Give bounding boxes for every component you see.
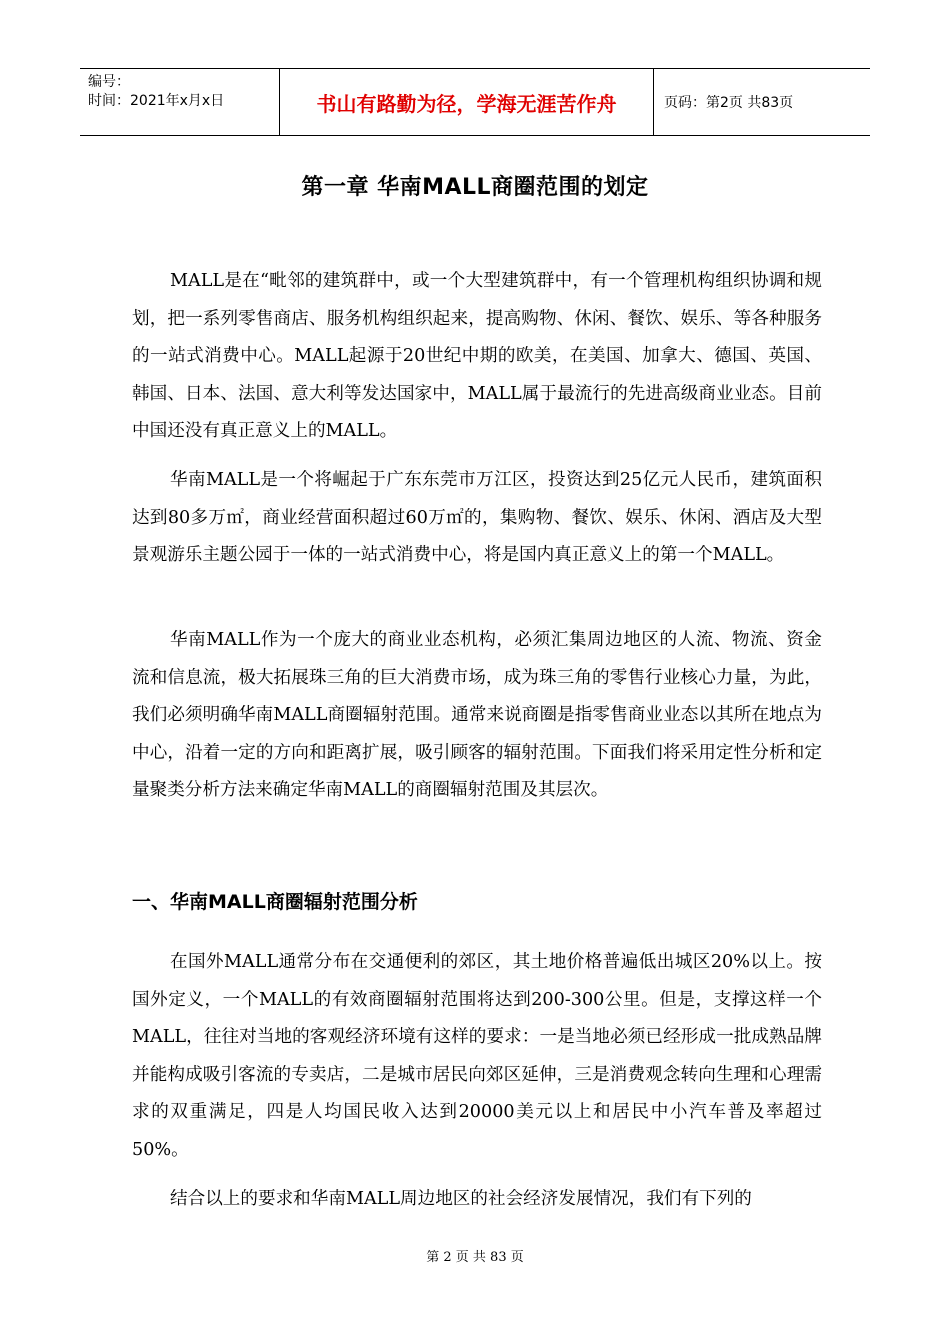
motto-text: 书山有路勤为径，学海无涯苦作舟 [316,91,617,116]
page-footer: 第 2 页 共 83 页 [426,1250,524,1265]
page-info-text: 页码：第2页 共83页 [664,95,794,111]
section-paragraph-1: 在国外MALL通常分布在交通便利的郊区，其土地价格普遍低出城区20%以上。按国外定义，一个MALL的有效商圈辐射范围将达到200-300公里。但是，支撑这样一个MALL，往往对当地的客观经济环境有这样的要求：一是当地必须已经形成一批成熟品牌并能构成吸引客流的专卖店，二是城市居民向郊区延伸，三是消费观念转向生理和心理需求的双重满足，四是人均国民收入达到20000美元以上和居民中小汽车普及率超过50%。 [132,952,822,1160]
section-title: 一、华南MALL商圈辐射范围分析 [132,891,418,913]
header-meta [80,69,280,135]
section-paragraph-2: 结合以上的要求和华南MALL周边地区的社会经济发展情况，我们有下列的 [170,1189,752,1209]
paragraph-3: 华南MALL作为一个庞大的商业业态机构，必须汇集周边地区的人流、物流、资金流和信息流，极大拓展珠三角的巨大消费市场，成为珠三角的零售行业核心力量，为此，我们必须明确华南MALL商圈辐射范围。通常来说商圈是指零售商业业态以其所在地点为中心，沿着一定的方向和距离扩展，吸引顾客的辐射范围。下面我们将采用定性分析和定量聚类分析方法来确定华南MALL的商圈辐射范围及其层次。 [132,630,822,801]
paragraph-1: MALL是在“毗邻的建筑群中，或一个大型建筑群中，有一个管理机构组织协调和规划，把一系列零售商店、服务机构组织起来，提高购物、休闲、餐饮、娱乐、等各种服务的一站式消费中心。MALL起源于20世纪中期的欧美，在美国、加拿大、德国、英国、韩国、日本、法国、意大利等发达国家中，MALL属于最流行的先进高级商业业态。目前中国还没有真正意义上的MALL。 [132,271,822,442]
header-page-info [654,69,870,135]
paragraph-2: 华南MALL是一个将崛起于广东东莞市万江区，投资达到25亿元人民币，建筑面积达到80多万㎡，商业经营面积超过60万㎡的，集购物、餐饮、娱乐、休闲、酒店及大型景观游乐主题公园于一体的一站式消费中心，将是国内真正意义上的第一个MALL。 [132,470,822,566]
chapter-title: 第一章 华南MALL商圈范围的划定 [301,175,649,200]
header-motto [280,69,654,135]
document-time-label: 时间：2021年x月x日 [88,93,225,109]
page-header [80,68,870,136]
document-number-label: 编号： [88,74,130,90]
